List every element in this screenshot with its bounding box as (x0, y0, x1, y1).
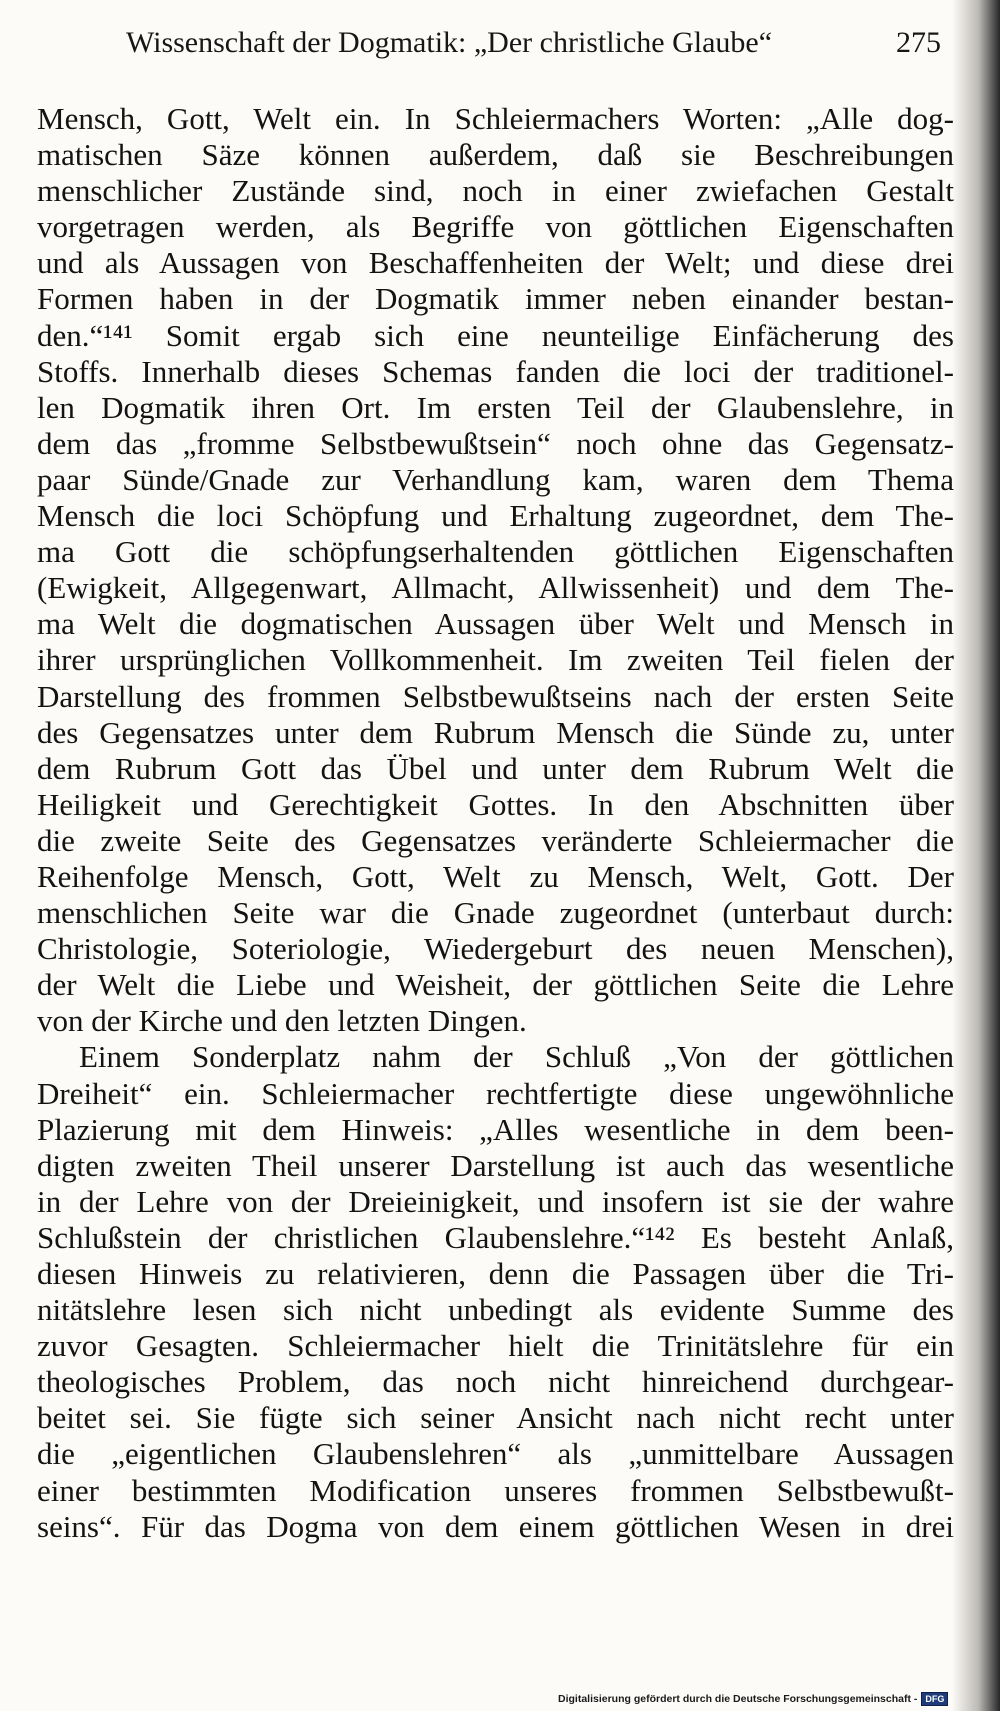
dfg-logo: DFG (921, 1692, 948, 1706)
running-title: Wissenschaft der Dogmatik: „Der christliche Glaube“ (126, 26, 773, 59)
page-edge-shadow (952, 0, 1000, 1711)
text-line: Stoffs. Innerhalb dieses Schemas fanden die loci der traditionel- (37, 353, 954, 389)
text-line: diesen Hinweis zu relativieren, denn die Passagen über die Tri- (37, 1256, 954, 1291)
text-line: Darstellung des frommen Selbstbewußtseins nach der ersten Seite (37, 678, 954, 714)
digitization-credit (558, 1692, 948, 1706)
running-header (126, 26, 941, 66)
text-line: zuvor Gesagten. Schleiermacher hielt die Trinitätslehre für ein (37, 1328, 954, 1364)
text-line: Reihenfolge Mensch, Gott, Welt zu Mensch, Welt, Gott. Der (37, 858, 954, 894)
paragraph-end-line: von der Kirche und den letzten Dingen. (37, 1003, 527, 1039)
text-line: Heiligkeit und Gerechtigkeit Gottes. In den Abschnitten über (37, 786, 954, 822)
text-line: Mensch, Gott, Welt ein. In Schleiermachers Worten: „Alle dog- (37, 101, 954, 136)
text-line: menschlichen Seite war die Gnade zugeordnet (unterbaut durch: (37, 895, 954, 931)
text-line: dem Rubrum Gott das Übel und unter dem Rubrum Welt die (37, 750, 954, 786)
text-line: und als Aussagen von Beschaffenheiten der Welt; und diese drei (37, 245, 954, 281)
body-text (37, 101, 954, 1545)
text-line: Plazierung mit dem Hinweis: „Alles wesentliche in dem been- (37, 1111, 954, 1147)
text-line: theologisches Problem, das noch nicht hinreichend durchgear- (37, 1364, 954, 1400)
text-line: ma Welt die dogmatischen Aussagen über Welt und Mensch in (37, 606, 954, 642)
text-line: menschlicher Zustände sind, noch in einer zwiefachen Gestalt (37, 173, 954, 209)
text-line: ihrer ursprünglichen Vollkommenheit. Im zweiten Teil fielen der (37, 642, 954, 678)
text-line: ma Gott die schöpfungserhaltenden göttlichen Eigenschaften (37, 534, 954, 570)
text-line: den.“¹⁴¹ Somit ergab sich eine neunteilige Einfächerung des (37, 317, 954, 353)
text-line: Christologie, Soteriologie, Wiedergeburt des neuen Menschen), (37, 931, 954, 967)
text-line: digten zweiten Theil unserer Darstellung ist auch das wesentliche (37, 1147, 954, 1183)
text-line: Schlußstein der christlichen Glaubenslehre.“¹⁴² Es besteht Anlaß, (37, 1219, 954, 1255)
text-line: Dreiheit“ ein. Schleiermacher rechtfertigte diese ungewöhnliche (37, 1075, 954, 1111)
text-line: Mensch die loci Schöpfung und Erhaltung zugeordnet, dem The- (37, 498, 954, 534)
paragraph-start-line: Einem Sonderplatz nahm der Schluß „Von der göttlichen (79, 1039, 954, 1075)
text-line: die zweite Seite des Gegensatzes veränderte Schleiermacher die (37, 822, 954, 858)
page-number: 275 (896, 26, 941, 59)
text-line: einer bestimmten Modification unseres frommen Selbstbewußt- (37, 1472, 954, 1508)
text-line: die „eigentlichen Glaubenslehren“ als „unmittelbare Aussagen (37, 1436, 954, 1472)
text-line: nitätslehre lesen sich nicht unbedingt als evidente Summe des (37, 1292, 954, 1328)
text-line: paar Sünde/Gnade zur Verhandlung kam, waren dem Thema (37, 461, 954, 497)
text-line: matischen Säze können außerdem, daß sie Beschreibungen (37, 137, 954, 173)
text-line: vorgetragen werden, als Begriffe von göttlichen Eigenschaften (37, 209, 954, 245)
text-line: len Dogmatik ihren Ort. Im ersten Teil der Glaubenslehre, in (37, 389, 954, 425)
text-line: dem das „fromme Selbstbewußtsein“ noch ohne das Gegensatz- (37, 425, 954, 461)
text-line: beitet sei. Sie fügte sich seiner Ansicht nach nicht recht unter (37, 1400, 954, 1436)
text-line: Formen haben in der Dogmatik immer neben einander bestan- (37, 281, 954, 317)
text-line: (Ewigkeit, Allgegenwart, Allmacht, Allwissenheit) und dem The- (37, 570, 954, 606)
text-line: der Welt die Liebe und Weisheit, der göttlichen Seite die Lehre (37, 967, 954, 1003)
credit-text: Digitalisierung gefördert durch die Deutsche Forschungsgemeinschaft - (558, 1693, 918, 1705)
text-line: seins“. Für das Dogma von dem einem göttlichen Wesen in drei (37, 1508, 954, 1544)
text-line: des Gegensatzes unter dem Rubrum Mensch die Sünde zu, unter (37, 714, 954, 750)
text-line: in der Lehre von der Dreieinigkeit, und insofern ist sie der wahre (37, 1183, 954, 1219)
